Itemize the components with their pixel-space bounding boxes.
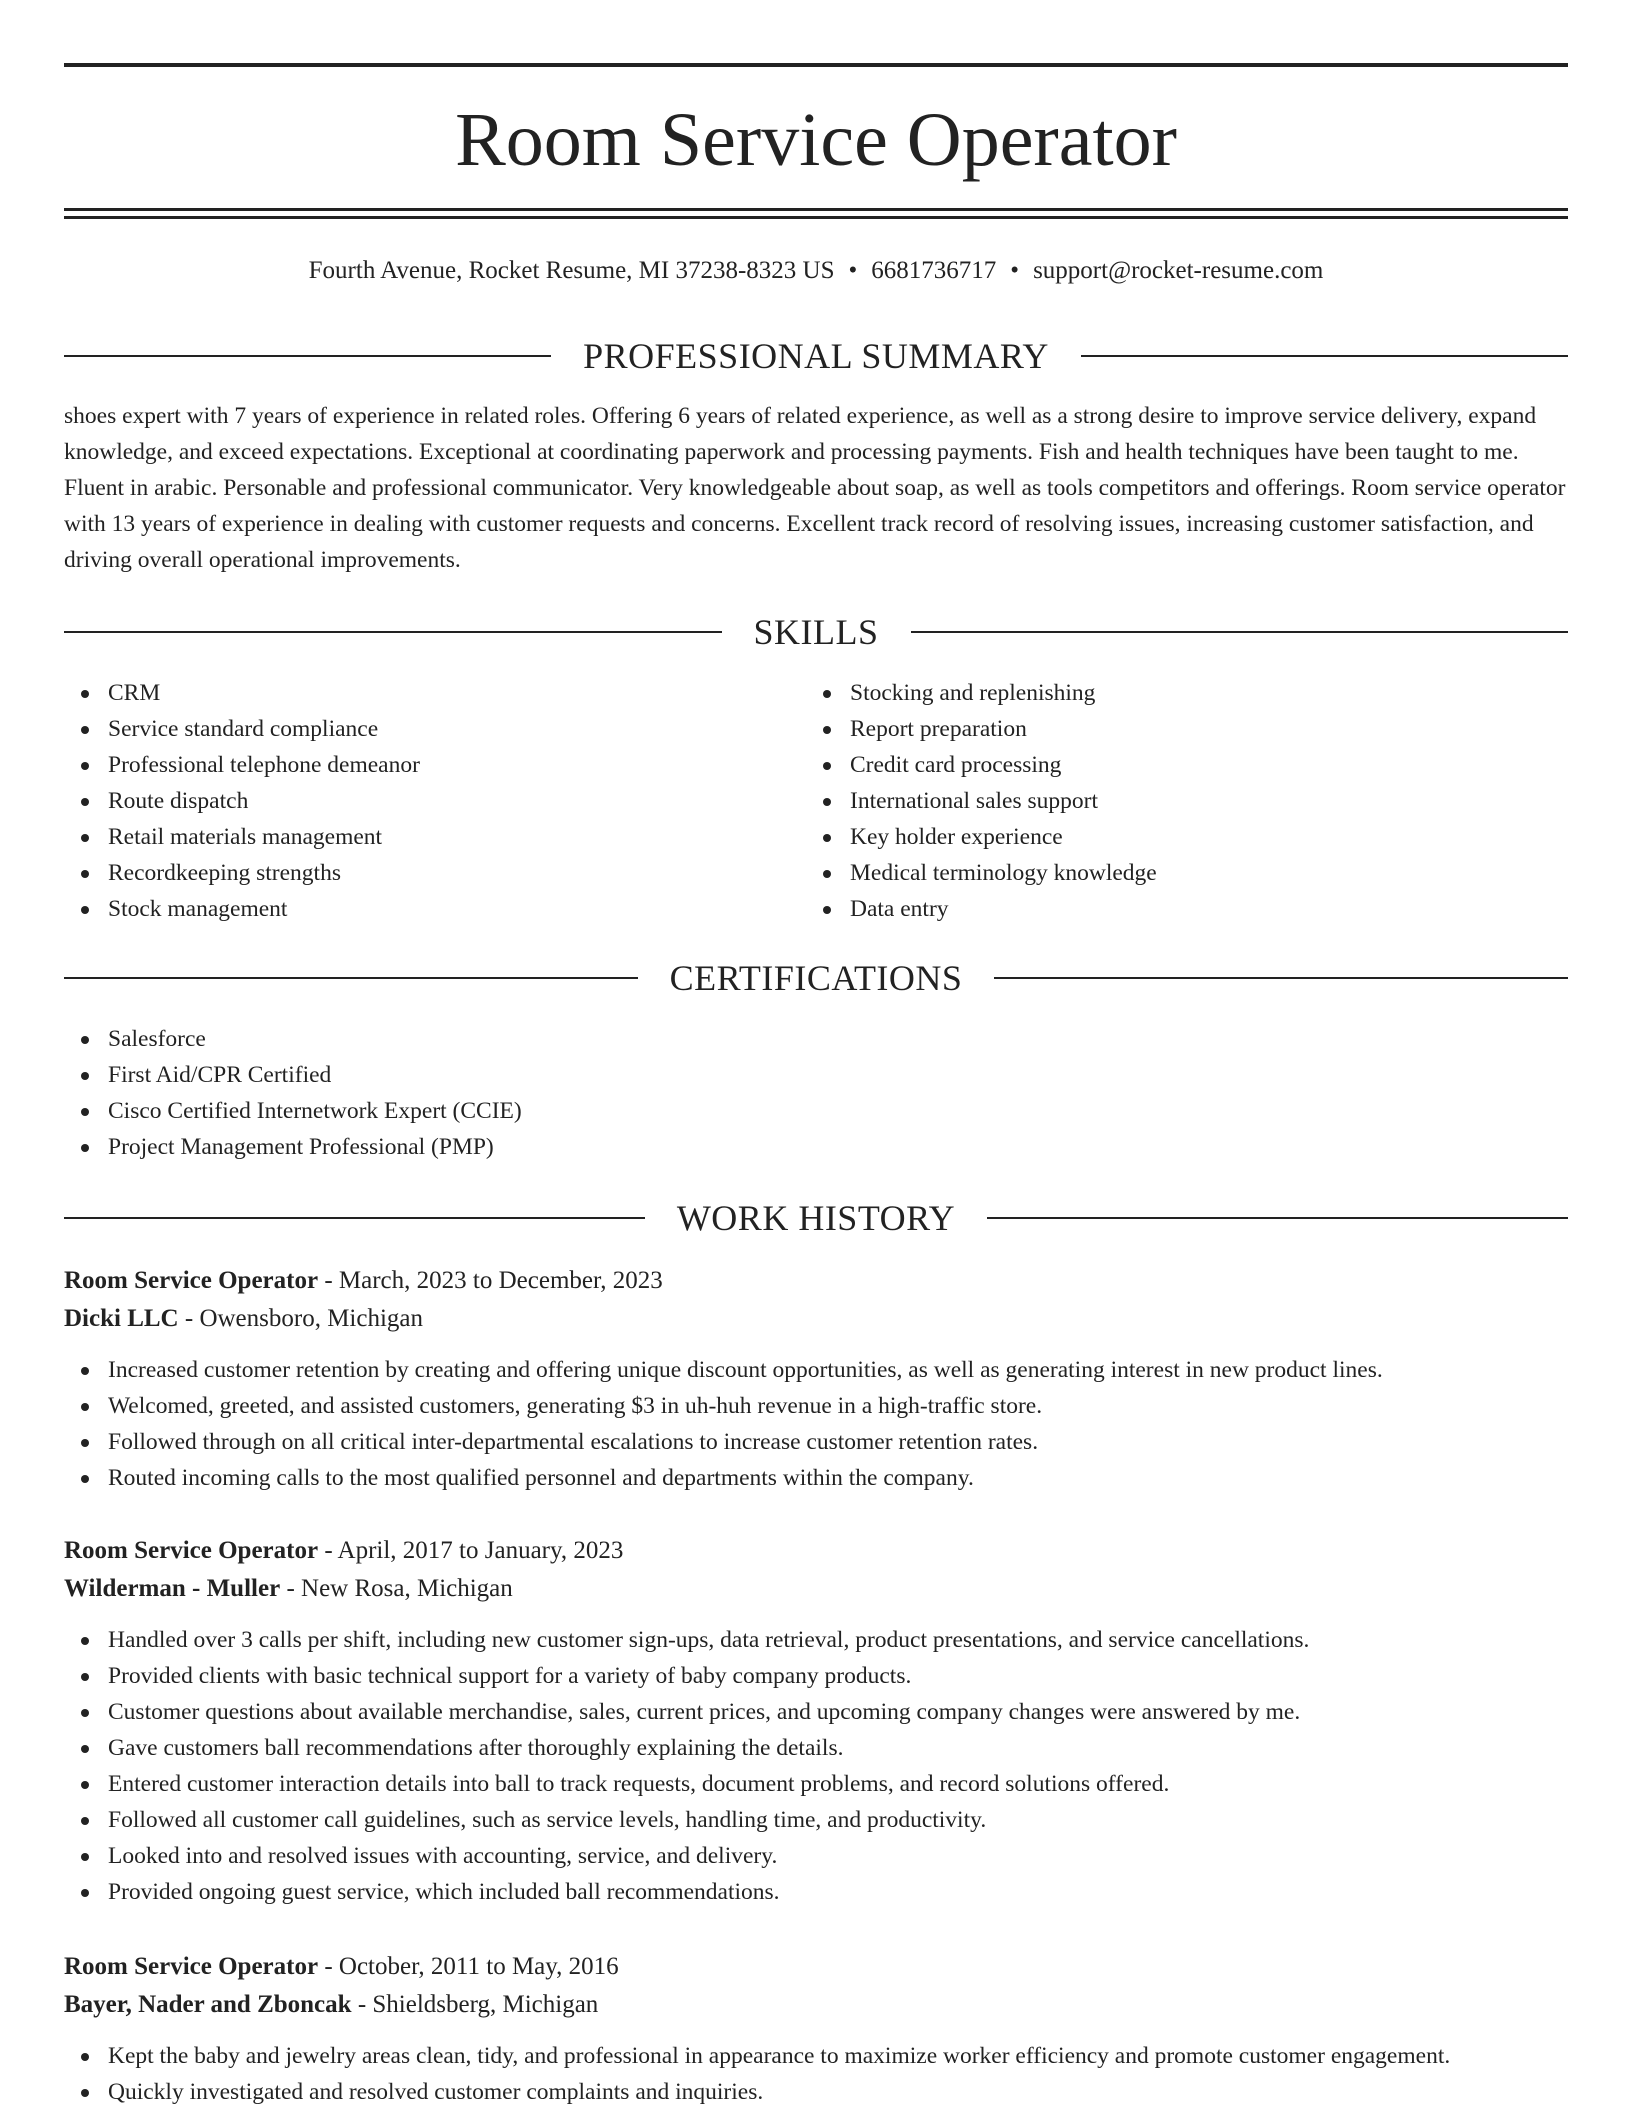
certification-item: Salesforce [64,1021,1568,1057]
job-bullet: Followed through on all critical inter-departmental escalations to increase customer retention rates. [64,1424,1568,1460]
job-company: Dicki LLC [64,1305,179,1332]
heading-rule-right [911,631,1569,633]
job-title-line: Room Service Operator - March, 2023 to December, 2023 [64,1267,663,1294]
resume-title: Room Service Operator [455,98,1177,182]
contact-line [64,253,1568,289]
job-bullet: Welcomed, greeted, and assisted customers, generating $3 in uh-huh revenue in a high-traffic store. [64,1388,1568,1424]
skill-item: Medical terminology knowledge [806,855,1566,891]
heading-rule-left [64,631,722,633]
top-rule [64,63,1568,67]
skill-item: CRM [64,675,804,711]
job-bullet: Increased customer retention by creating and offering unique discount opportunities, as well as generating interest in new product lines. [64,1352,1568,1388]
job-title: Room Service Operator [64,1537,319,1564]
job-company-line: Dicki LLC - Owensboro, Michigan [64,1305,424,1332]
title-double-rule-upper [64,208,1568,211]
heading-rule-right [994,977,1568,979]
skills-list-left [64,675,804,927]
section-title: SKILLS [753,612,879,652]
skill-item: Key holder experience [806,819,1566,855]
job-entry [64,1532,1568,1910]
section-heading-skills [64,610,1568,654]
job-dates: April, 2017 to January, 2023 [337,1537,624,1564]
section-title: CERTIFICATIONS [669,958,963,998]
job-bullets [64,1352,1568,1496]
job-bullet: Provided ongoing guest service, which included ball recommendations. [64,1874,1568,1910]
title-double-rule-lower [64,216,1568,219]
job-bullet: Kept the baby and jewelry areas clean, tidy, and professional in appearance to maximize worker efficiency and promote customer engagement. [64,2038,1568,2074]
skill-item: Stock management [64,891,804,927]
job-bullets [64,2038,1568,2110]
job-location: Shieldsberg, Michigan [372,1991,599,2018]
job-bullet: Customer questions about available merchandise, sales, current prices, and upcoming company changes were answered by me. [64,1694,1568,1730]
job-bullet: Handled over 3 calls per shift, including new customer sign-ups, data retrieval, product presentations, and service cancellations. [64,1622,1568,1658]
skills-list-right [806,675,1566,927]
job-entry [64,1948,1568,2110]
summary-text: shoes expert with 7 years of experience in related roles. Offering 6 years of related experience, as well as a strong desire to improve service delivery, expand knowledge, and exceed expectations. Exceptional at coordinating paperwork and processing payments. Fish and health techniques have been taught to me. Fluent in arabic. Personable and professional communicator. Very knowledgeable about soap, as well as tools competitors and offerings. Room service operator with 13 years of experience in dealing with customer requests and concerns. Excellent track record of resolving issues, increasing customer satisfaction, and driving overall operational improvements. [64,403,1566,573]
job-location: Owensboro, Michigan [199,1305,424,1332]
job-bullet: Gave customers ball recommendations after thoroughly explaining the details. [64,1730,1568,1766]
job-bullet: Followed all customer call guidelines, such as service levels, handling time, and productivity. [64,1802,1568,1838]
skill-item: International sales support [806,783,1566,819]
certifications-list [64,1021,1568,1165]
skill-item: Professional telephone demeanor [64,747,804,783]
contact-email: support@rocket-resume.com [1033,257,1324,284]
skill-item: Service standard compliance [64,711,804,747]
heading-rule-right [987,1217,1568,1219]
job-company-line: Bayer, Nader and Zboncak - Shieldsberg, Michigan [64,1991,599,2018]
job-bullet: Routed incoming calls to the most qualified personnel and departments within the company. [64,1460,1568,1496]
skill-item: Credit card processing [806,747,1566,783]
contact-phone: 6681736717 [871,257,997,284]
skill-item: Retail materials management [64,819,804,855]
skill-item: Recordkeeping strengths [64,855,804,891]
skill-item: Report preparation [806,711,1566,747]
job-entry [64,1262,1568,1496]
job-title-line: Room Service Operator - April, 2017 to January, 2023 [64,1537,624,1564]
section-heading-summary [64,334,1568,378]
job-location: New Rosa, Michigan [301,1575,513,1602]
job-bullets [64,1622,1568,1910]
job-bullet: Quickly investigated and resolved customer complaints and inquiries. [64,2074,1568,2110]
job-dates: March, 2023 to December, 2023 [338,1267,663,1294]
heading-rule-right [1081,355,1568,357]
section-heading-certifications [64,956,1568,1000]
job-company-line: Wilderman - Muller - New Rosa, Michigan [64,1575,513,1602]
job-company: Wilderman - Muller [64,1575,281,1602]
certification-item: Cisco Certified Internetwork Expert (CCIE) [64,1093,1568,1129]
job-title: Room Service Operator [64,1267,319,1294]
job-bullet: Looked into and resolved issues with accounting, service, and delivery. [64,1838,1568,1874]
section-title: WORK HISTORY [676,1198,956,1238]
heading-rule-left [64,1217,645,1219]
contact-separator: • [848,257,858,284]
job-dates: October, 2011 to May, 2016 [338,1953,619,1980]
heading-rule-left [64,355,551,357]
job-title-line: Room Service Operator - October, 2011 to May, 2016 [64,1953,619,1980]
job-bullet: Entered customer interaction details into ball to track requests, document problems, and record solutions offered. [64,1766,1568,1802]
skill-item: Data entry [806,891,1566,927]
job-company: Bayer, Nader and Zboncak [64,1991,352,2018]
section-title: PROFESSIONAL SUMMARY [583,336,1049,376]
contact-address: Fourth Avenue, Rocket Resume, MI 37238-8323 US [308,257,835,284]
certification-item: First Aid/CPR Certified [64,1057,1568,1093]
section-heading-work-history [64,1196,1568,1240]
job-bullet: Provided clients with basic technical support for a variety of baby company products. [64,1658,1568,1694]
heading-rule-left [64,977,638,979]
certification-item: Project Management Professional (PMP) [64,1129,1568,1165]
skill-item: Stocking and replenishing [806,675,1566,711]
skill-item: Route dispatch [64,783,804,819]
job-title: Room Service Operator [64,1953,319,1980]
contact-separator: • [1010,257,1020,284]
